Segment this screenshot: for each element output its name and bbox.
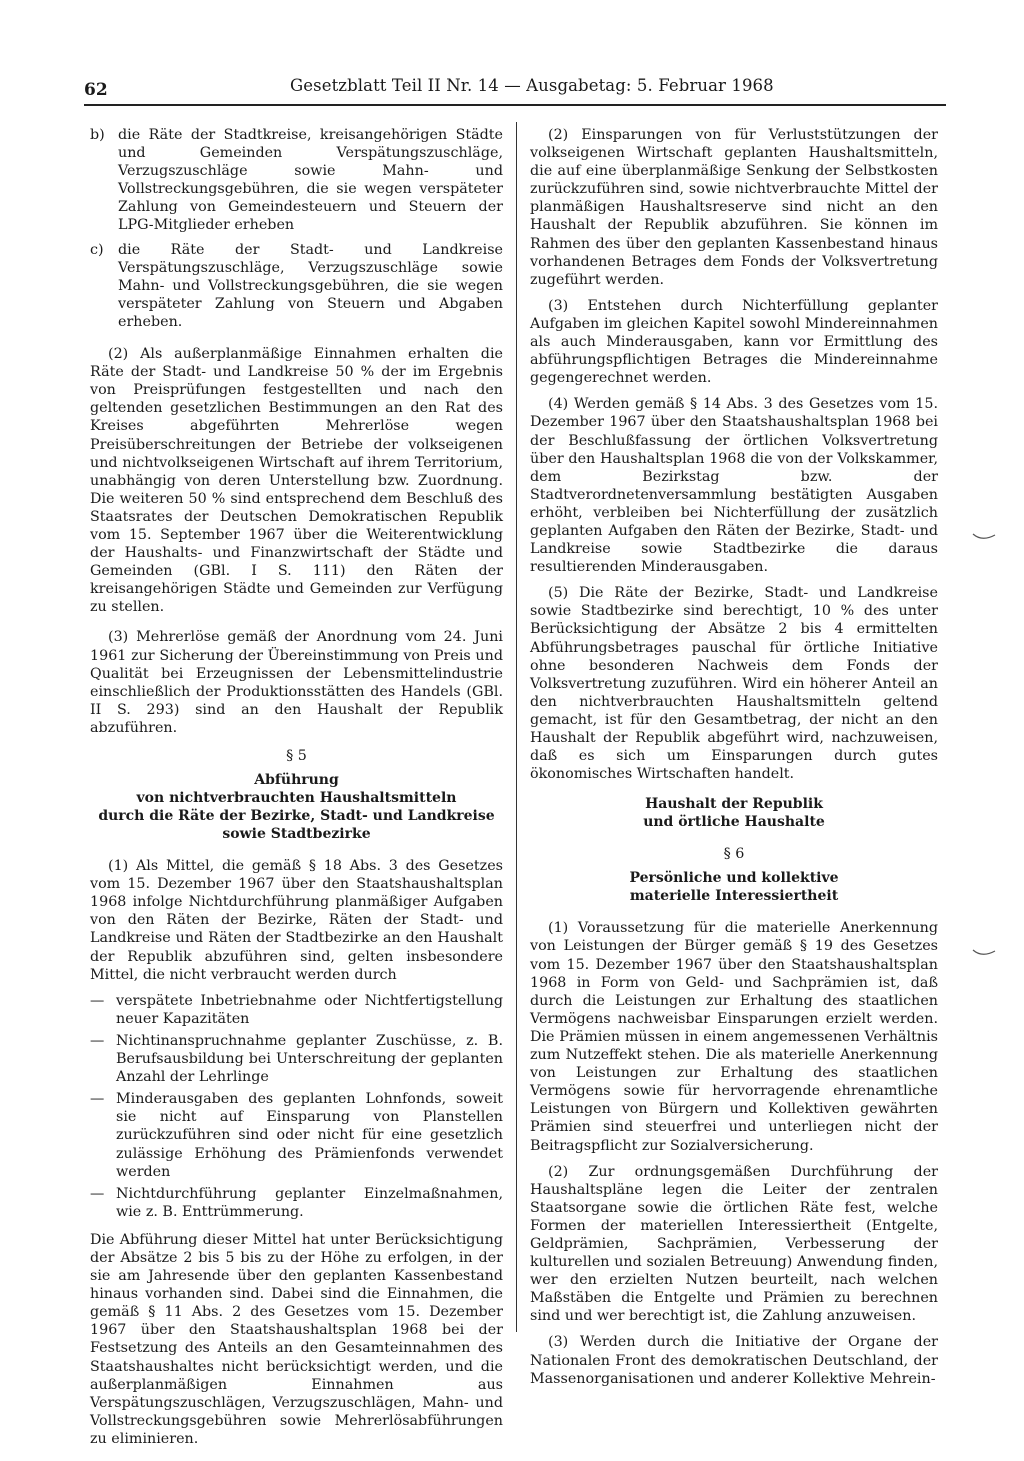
page-number: 62 [84,80,108,100]
item-text: die Räte der Stadt- und Landkreise Verspätungszuschläge, Verzugszuschläge sowie Mahn- und Vollstreckungsgebühren, die sie wegen verspäteter Zahlung von Steuern und Abgaben erheben. [118,241,503,330]
dash-marker: — [90,1185,105,1202]
dash-marker: — [90,992,105,1009]
heading-line: Abführung [254,772,339,789]
paragraph: (3) Mehrerlöse gemäß der Anordnung vom 24. Juni 1961 zur Sicherung der Übereinstimmung von Preis und Qualität bei Erzeugnissen der Lebensmittelindustrie einschließlich der Produktionsstätten des Handels (GBl. II S. 293) sind an den Haushalt der Republik abzuführen. [90,629,503,736]
heading-line: Haushalt der Republik [645,796,823,813]
heading-line: durch die Räte der Bezirke, Stadt- und Landkreise [98,808,495,825]
margin-pencil-mark [972,532,996,542]
dash-text: verspätete Inbetriebnahme oder Nichtfertigstellung neuer Kapazitäten [116,992,503,1027]
dash-text: Nichtdurchführung geplanter Einzelmaßnahmen, wie z. B. Enttrümmerung. [116,1185,503,1220]
paragraph: (1) Voraussetzung für die materielle Anerkennung von Leistungen der Bürger gemäß § 19 des Gesetzes vom 15. Dezember 1967 über den Staatshaushaltsplan 1968 in Form von Geld- und Sachprämien ist, daß durch die Leistungen zur Erhaltung des staatlichen Vermögens nachweisbar Einsparungen erzielt werden. Die Prämien müssen in einem angemessenen Verhältnis zum Nutzeffekt stehen. Die als materielle Anerkennung von Leistungen zur Erhaltung des staatlichen Vermögens sowie für hervorragende ehrenamtliche Leistungen von Bürgern und Kollektiven gewährten Prämien sind steuerfrei und unterliegen nicht der Beitragspflicht zur Sozialversicherung. [530,920,938,1154]
item-text: die Räte der Stadtkreise, kreisangehörigen Städte und Gemeinden Verspätungszuschläge, Verzugszuschläge sowie Mahn- und Vollstreckungsgebühren, die sie wegen verspäteter Zahlung von Gemeindesteuern und Steuern der LPG-Mitglieder erheben [118,127,503,234]
left-column [90,126,503,1456]
column-divider [516,122,517,1332]
item-marker: b) [90,127,105,143]
margin-pencil-mark [972,948,996,958]
paragraph: (3) Werden durch die Initiative der Organe der Nationalen Front des demokratischen Deutschland, der Massenorganisationen und anderer Kollektive Mehrein- [530,1334,938,1387]
paragraph: (4) Werden gemäß § 14 Abs. 3 des Gesetzes vom 15. Dezember 1967 über den Staatshaushaltsplan 1968 bei der Beschlußfassung der örtlichen Volksvertretung über den Haushaltsplan 1968 die von der Volkskammer, dem Bezirkstag bzw. der Stadtverordnetenversammlung bestätigten Ausgaben erhöht, verbleiben bei Nichterfüllung der zusätzlich geplanten Aufgaben den Räten der Bezirke, Stadt- und Landkreise sowie Stadtbezirke die daraus resultierenden Minderausgaben. [530,396,938,576]
section-heading [530,869,938,905]
paragraph: (3) Entstehen durch Nichterfüllung geplanter Aufgaben im gleichen Kapitel sowohl Mindereinnahmen als auch Minderausgaben, kann vor Ermittlung des abführungspflichtigen Betrages die Mindereinnahme gegengerechnet werden. [530,297,938,387]
section-number: § 5 [286,748,307,764]
dash-list-item [90,1185,503,1221]
paragraph: Die Abführung dieser Mittel hat unter Berücksichtigung der Absätze 2 bis 5 bis zu der Höhe zu erfolgen, in der sie am Jahresende über den geplanten Kassenbestand hinaus vorhanden sind. Dabei sind die Einnahmen, die gemäß § 11 Abs. 2 des Gesetzes vom 15. Dezember 1967 über den Staatshaushaltsplan 1968 bei der Festsetzung des Anteils an den Gesamteinnahmen des Staatshaushaltes nicht berücksichtigt werden, und die außerplanmäßigen Einnahmen aus Verspätungszuschlägen, Verzugszuschlägen, Mahn- und Vollstreckungsgebühren sowie Mehrerlösabführungen zu eliminieren. [90,1231,503,1447]
item-marker: c) [90,241,104,258]
dash-text: Nichtinanspruchnahme geplanter Zuschüsse, z. B. Berufsausbildung bei Unterschreitung der geplanten Anzahl der Lehrlinge [116,1032,503,1086]
subheading [530,795,938,831]
dash-list-item [90,1090,503,1180]
list-item-c [90,241,503,331]
paragraph: (2) Als außerplanmäßige Einnahmen erhalten die Räte der Stadt- und Landkreise 50 % der im Ergebnis von Preisprüfungen festgestellten und nach den geltenden gesetzlichen Bestimmungen an den Rat des Kreises abgeführten Mehrerlöse wegen Preisüberschreitungen der Betriebe der volkseigenen und nichtvolkseigenen Wirtschaft auf ihrem Territorium, unabhängig von deren Unterstellung bzw. Zuordnung. Die weiteren 50 % sind entsprechend dem Beschluß des Staatsrates der Deutschen Demokratischen Republik vom 15. September 1967 über die Weiterentwicklung der Haushalts- und Finanzwirtschaft der Städte und Gemeinden (GBl. I S. 111) den Räten der kreisangehörigen Städte und Gemeinden zur Verfügung zu stellen. [90,346,503,616]
paragraph: (5) Die Räte der Bezirke, Stadt- und Landkreise sowie Stadtbezirke sind berechtigt, 10 % des unter Berücksichtigung der Absätze 2 bis 4 ermittelten Abführungsbetrages pauschal für örtliche Initiative ohne besonderen Nachweis dem Fonds der Volksvertretung zuzuführen. Wird ein höherer Anteil an den nichtverbrauchten Haushaltsmitteln geltend gemacht, ist für den Gesamtbetrag, der nicht an den Haushalt der Republik abgeführt wird, nachzuweisen, daß es sich um Einsparungen durch gutes ökonomisches Wirtschaften handelt. [530,585,938,783]
dash-marker: — [90,1091,105,1108]
heading-line: Persönliche und kollektive [629,870,839,887]
heading-line: von nichtverbrauchten Haushaltsmitteln [136,790,457,807]
dash-text: Minderausgaben des geplanten Lohnfonds, soweit sie nicht auf Einsparung von Planstellen zurückzuführen sind oder nicht für eine gesetzlich zulässige Erhöhung des Prämienfonds verwendet werden [116,1091,503,1180]
heading-line: sowie Stadtbezirke [222,826,371,843]
section-heading [90,771,503,843]
page-header-title: Gesetzblatt Teil II Nr. 14 — Ausgabetag: 5. Februar 1968 [290,76,774,95]
list-item-b [90,126,503,235]
heading-line: und örtliche Haushalte [643,814,825,831]
section-number: § 6 [723,846,745,863]
dash-list-item [90,1032,503,1086]
dash-marker: — [90,1032,105,1049]
paragraph: (2) Einsparungen von für Verluststützungen der volkseigenen Wirtschaft geplanten Haushaltsmitteln, die auf eine überplanmäßige Senkung der Selbstkosten zurückzuführen sind, sowie nichtverbrauchte Mittel der planmäßigen Haushaltsreserve sind nicht an den Haushalt der Republik abzuführen. Sie können im Rahmen des über den geplanten Kassenbestand hinaus vorhandenen Betrages dem Fonds der Volksvertretung zugeführt werden. [530,127,938,288]
paragraph: (1) Als Mittel, die gemäß § 18 Abs. 3 des Gesetzes vom 15. Dezember 1967 über den Staatshaushaltsplan 1968 infolge Nichtdurchführung planmäßiger Aufgaben von den Räten der Bezirke, Räten der Stadt- und Landkreise und Räten der Stadtbezirke an den Haushalt der Republik abzuführen sind, gelten insbesondere Mittel, die nicht verbraucht werden durch [90,858,503,983]
right-column [530,126,938,1396]
header-rule [84,104,946,106]
dash-list-item [90,992,503,1028]
paragraph: (2) Zur ordnungsgemäßen Durchführung der Haushaltspläne legen die Leiter der zentralen Staatsorgane sowie die örtlichen Räte fest, welche Formen der materiellen Interessiertheit (Entgelte, Geldprämien, Sachprämien, Verbesserung der kulturellen und sozialen Betreuung) Anwendung finden, wer den erzielten Nutzen beurteilt, nach welchen Maßstäben die Entgelte und Prämien zu berechnen sind und wer berechtigt ist, die Zahlung anzuweisen. [530,1163,938,1325]
heading-line: materielle Interessiertheit [629,888,839,905]
